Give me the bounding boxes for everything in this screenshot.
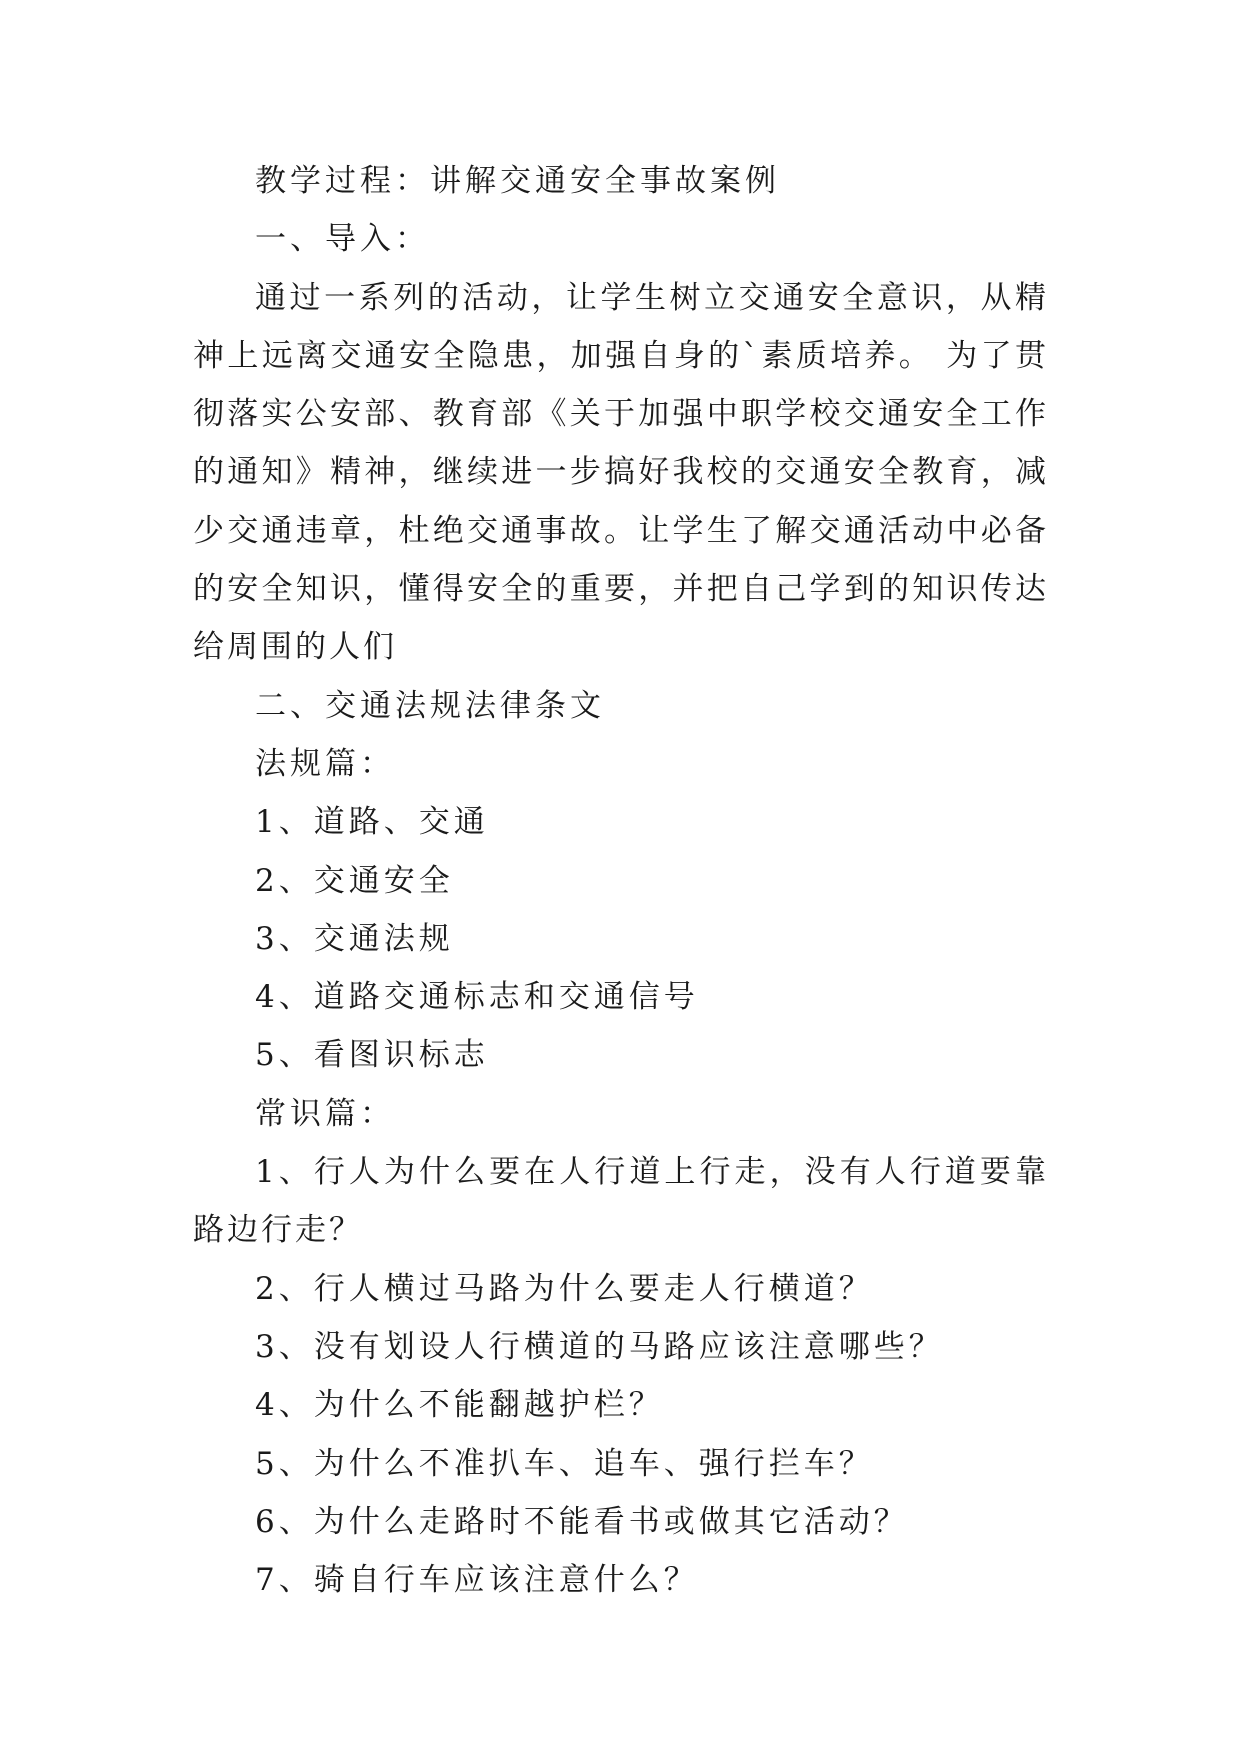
list-item: 4、为什么不能翻越护栏？ <box>255 1387 664 1424</box>
list-item: 2、交通安全 <box>255 862 454 899</box>
list-item: 1、道路、交通 <box>255 804 489 841</box>
regulations-subheading: 法规篇： <box>255 745 395 782</box>
list-item: 7、骑自行车应该注意什么？ <box>255 1562 699 1599</box>
list-item: 3、交通法规 <box>255 920 454 957</box>
list-item: 5、看图识标志 <box>255 1037 489 1074</box>
list-item: 4、道路交通标志和交通信号 <box>255 979 699 1016</box>
list-item: 2、行人横过马路为什么要走人行横道？ <box>255 1270 874 1307</box>
common-sense-subheading: 常识篇： <box>255 1095 395 1132</box>
list-item: 3、没有划设人行横道的马路应该注意哪些？ <box>255 1328 944 1365</box>
list-item: 6、为什么走路时不能看书或做其它活动？ <box>255 1503 909 1540</box>
document-body <box>193 152 1049 1609</box>
teaching-process-line: 教学过程：讲解交通安全事故案例 <box>255 163 780 199</box>
list-item: 1、行人为什么要在人行道上行走，没有人行道要靠路边行走？ <box>193 1154 1049 1249</box>
list-item: 5、为什么不准扒车、追车、强行拦车？ <box>255 1445 874 1482</box>
intro-paragraph: 通过一系列的活动，让学生树立交通安全意识，从精神上远离交通安全隐患，加强自身的`素质培养。 为了贯彻落实公安部、教育部《关于加强中职学校交通安全工作的通知》精神，继续进一步搞好我校的交通安全教育，减少交通违章，杜绝交通事故。让学生了解交通活动中必备的安全知识，懂得安全的重要，并把自己学到的知识传达给周围的人们 <box>193 279 1049 666</box>
section-laws-heading: 二、交通法规法律条文 <box>255 687 605 724</box>
section-intro-heading: 一、导入： <box>255 221 430 258</box>
